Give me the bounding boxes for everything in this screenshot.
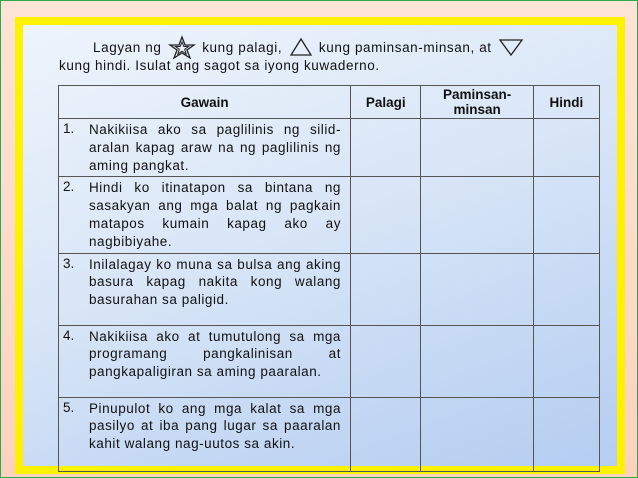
row-number: 3. xyxy=(63,255,75,271)
instruction-lead: Lagyan ng xyxy=(93,39,162,55)
table-row xyxy=(59,177,600,253)
answer-cell-palagi[interactable] xyxy=(351,119,421,177)
table-header-row xyxy=(59,86,600,119)
header-hindi: Hindi xyxy=(533,86,599,119)
row-number: 2. xyxy=(63,179,75,195)
answer-cell-hindi[interactable] xyxy=(533,119,599,177)
table-row xyxy=(59,325,600,397)
answer-cell-paminsan-minsan[interactable] xyxy=(421,325,533,397)
row-text: Hindi ko itinatapon sa bintana ng sasakyan ang mga balat ng pagkain matapos kumain kapag ako ay nagbibiyahe. xyxy=(89,180,341,249)
row-number: 5. xyxy=(63,399,75,415)
header-palagi: Palagi xyxy=(351,86,421,119)
triangle-up-icon xyxy=(289,37,313,57)
answer-cell-hindi[interactable] xyxy=(533,325,599,397)
answer-cell-paminsan-minsan[interactable] xyxy=(421,397,533,471)
sometimes-text: kung paminsan-minsan, at xyxy=(318,39,492,55)
answer-cell-hindi[interactable] xyxy=(533,397,599,471)
instruction-line-1 xyxy=(93,35,526,59)
activity-table xyxy=(58,85,600,472)
row-number: 1. xyxy=(63,121,75,136)
answer-cell-palagi[interactable] xyxy=(351,397,421,471)
header-paminsan-minsan: Paminsan-minsan xyxy=(421,86,533,119)
table-row xyxy=(59,397,600,471)
answer-cell-palagi[interactable] xyxy=(351,253,421,325)
answer-cell-palagi[interactable] xyxy=(351,325,421,397)
answer-cell-hindi[interactable] xyxy=(533,253,599,325)
header-gawain: Gawain xyxy=(59,86,351,119)
row-text: Pinupulot ko ang mga kalat sa mga pasilyo at iba pang lugar sa paaralan kahit walang nag-uutos sa akin. xyxy=(89,400,341,452)
answer-cell-palagi[interactable] xyxy=(351,177,421,253)
row-number: 4. xyxy=(63,327,75,343)
always-text: kung palagi, xyxy=(202,39,283,55)
row-text: Nakikiisa ako at tumutulong sa mga programang pangkalinisan at pangkapaligiran sa aming paaralan. xyxy=(89,328,341,380)
triangle-down-icon xyxy=(498,37,524,57)
answer-cell-hindi[interactable] xyxy=(533,177,599,253)
answer-cell-paminsan-minsan[interactable] xyxy=(421,177,533,253)
table-row xyxy=(59,253,600,325)
row-text: Inilalagay ko muna sa bulsa ang aking basura kapag nakita kong walang basurahan sa paligid. xyxy=(89,256,341,308)
worksheet-card xyxy=(15,17,625,474)
answer-cell-paminsan-minsan[interactable] xyxy=(421,119,533,177)
answer-cell-paminsan-minsan[interactable] xyxy=(421,253,533,325)
row-text: Nakikiisa ako sa paglilinis ng silid-aralan kapag araw na ng paglilinis ng aming pangkat. xyxy=(89,122,341,173)
table-row xyxy=(59,119,600,177)
instruction-line-2: kung hindi. Isulat ang sagot sa iyong kuwaderno. xyxy=(59,58,380,73)
star-icon xyxy=(168,35,196,59)
